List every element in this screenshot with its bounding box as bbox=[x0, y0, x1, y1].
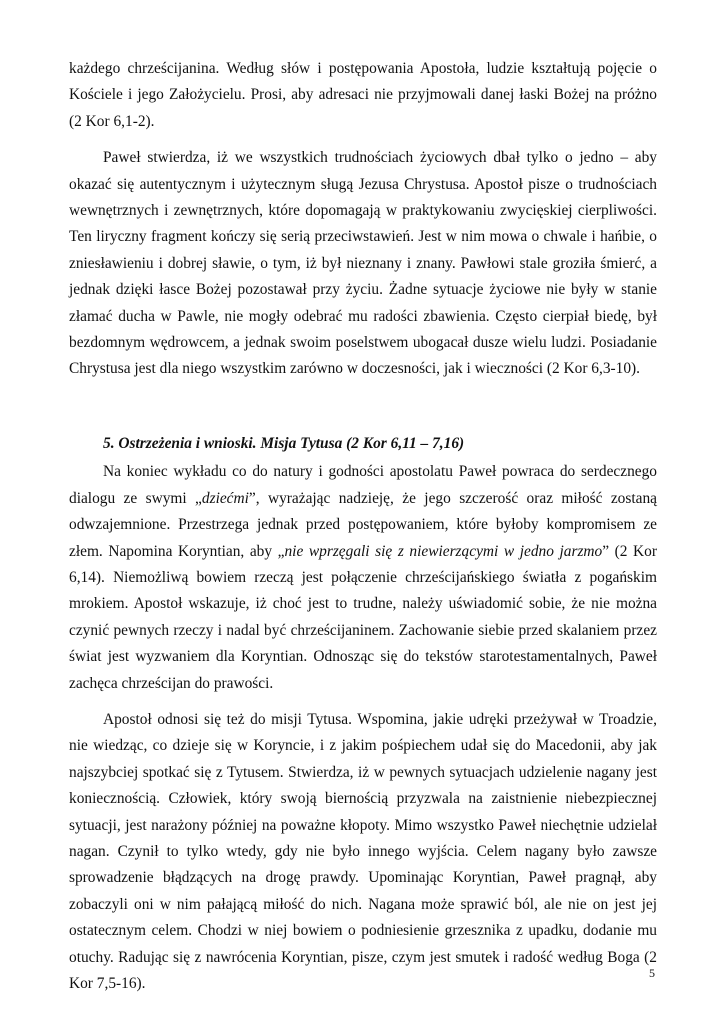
section-heading: 5. Ostrzeżenia i wnioski. Misja Tytusa (2 Kor 6,11 – 7,16) bbox=[103, 434, 465, 452]
page-number: 5 bbox=[649, 966, 655, 980]
paragraph-3-italic-quote: nie wprzęgali się z niewierzącymi w jedno jarzmo bbox=[284, 542, 603, 560]
paragraph-misja-tytusa: Apostoł odnosi się też do misji Tytusa. Wspomina, jakie udręki przeżywał w Troadzie, nie wiedząc, co dzieje się w Koryncie, i z jakim pośpiechem udał się do Macedonii, aby jak najszybciej spotkać się z Tytusem. Stwierdza, iż w pewnych sytuacjach udzielenie nagany jest koniecznością. Człowiek, który swoją biernością przyzwala na zaistnienie niebezpiecznej sytuacji, jest narażony później na poważne kłopoty. Mimo wszystko Paweł niechętnie udzielał nagan. Czynił to tylko wtedy, gdy nie było innego wyjścia. Celem nagany było zawsze sprowadzenie błądzących na drogę prawdy. Upominając Koryntian, Paweł pragnął, aby zobaczyli oni w nim pałającą miłość do nich. Nagana może sprawić ból, ale nie on jest jej ostatecznym celem. Chodzi w niej bowiem o podniesienie grzesznika z upadku, dodanie mu otuchy. Radując się z nawrócenia Koryntian, pisze, czym jest smutek i radość według Boga (2 Kor 7,5-16). bbox=[69, 710, 657, 992]
paragraph-pawel-trudnosci: Paweł stwierdza, iż we wszystkich trudnościach życiowych dbał tylko o jedno – aby okazać się autentycznym i użytecznym sługą Jezusa Chrystusa. Apostoł pisze o trudnościach wewnętrznych i zewnętrznych, które dopomagają w praktykowaniu zwycięskiej cierpliwości. Ten liryczny fragment kończy się serią przeciwstawień. Jest w nim mowa o chwale i hańbie, o zniesławieniu i dobrej sławie, o tym, iż był nieznany i znany. Pawłowi stale groziła śmierć, a jednak dzięki łasce Bożej pozostawał przy życiu. Żadne sytuacje życiowe nie były w stanie złamać ducha w Pawle, nie mogły odebrać mu radości zbawienia. Często cierpiał biedę, był bezdomnym wędrowcem, a jednak swoim poselstwem ubogacał dusze wielu ludzi. Posiadanie Chrystusa jest dla niego wszystkim zarówno w doczesności, jak i wieczności (2 Kor 6,3-10). bbox=[69, 149, 657, 378]
paragraph-3-text-3: ” (2 Kor 6,14). Niemożliwą bowiem rzeczą jest połączenie chrześcijańskiego światła z pogańskim mrokiem. Apostoł wskazuje, iż choć jest to trudne, należy uświadomić sobie, że nie można czynić pewnych rzeczy i nadal być chrześcijaninem. Zachowanie siebie przed skalaniem przez świat jest wyzwaniem dla Koryntian. Odnosząc się do tekstów starotestamentalnych, Paweł zachęca chrześcijan do prawości. bbox=[69, 542, 657, 692]
paragraph-dialog-z-dziecmi bbox=[69, 459, 657, 697]
paragraph-3-text-2: ”, wyrażając nadzieję, że jego szczerość oraz miłość zostaną odwzajemnione. Przestrzega jednak przed postępowaniem, które byłoby kompromisem ze złem. Napomina Koryntian, aby „ bbox=[69, 489, 657, 560]
paragraph-3-text-1: Na koniec wykładu co do natury i godności apostolatu Paweł powraca do serdecznego dialogu ze swymi „ bbox=[69, 463, 657, 507]
document-page bbox=[69, 56, 657, 997]
paragraph-continuation: każdego chrześcijanina. Według słów i postępowania Apostoła, ludzie kształtują pojęcie o Kościele i jego Założycielu. Prosi, aby adresaci nie przyjmowali danej łaski Bożej na próżno (2 Kor 6,1-2). bbox=[69, 60, 657, 130]
paragraph-3-italic-dziecmi: dziećmi bbox=[201, 489, 249, 507]
